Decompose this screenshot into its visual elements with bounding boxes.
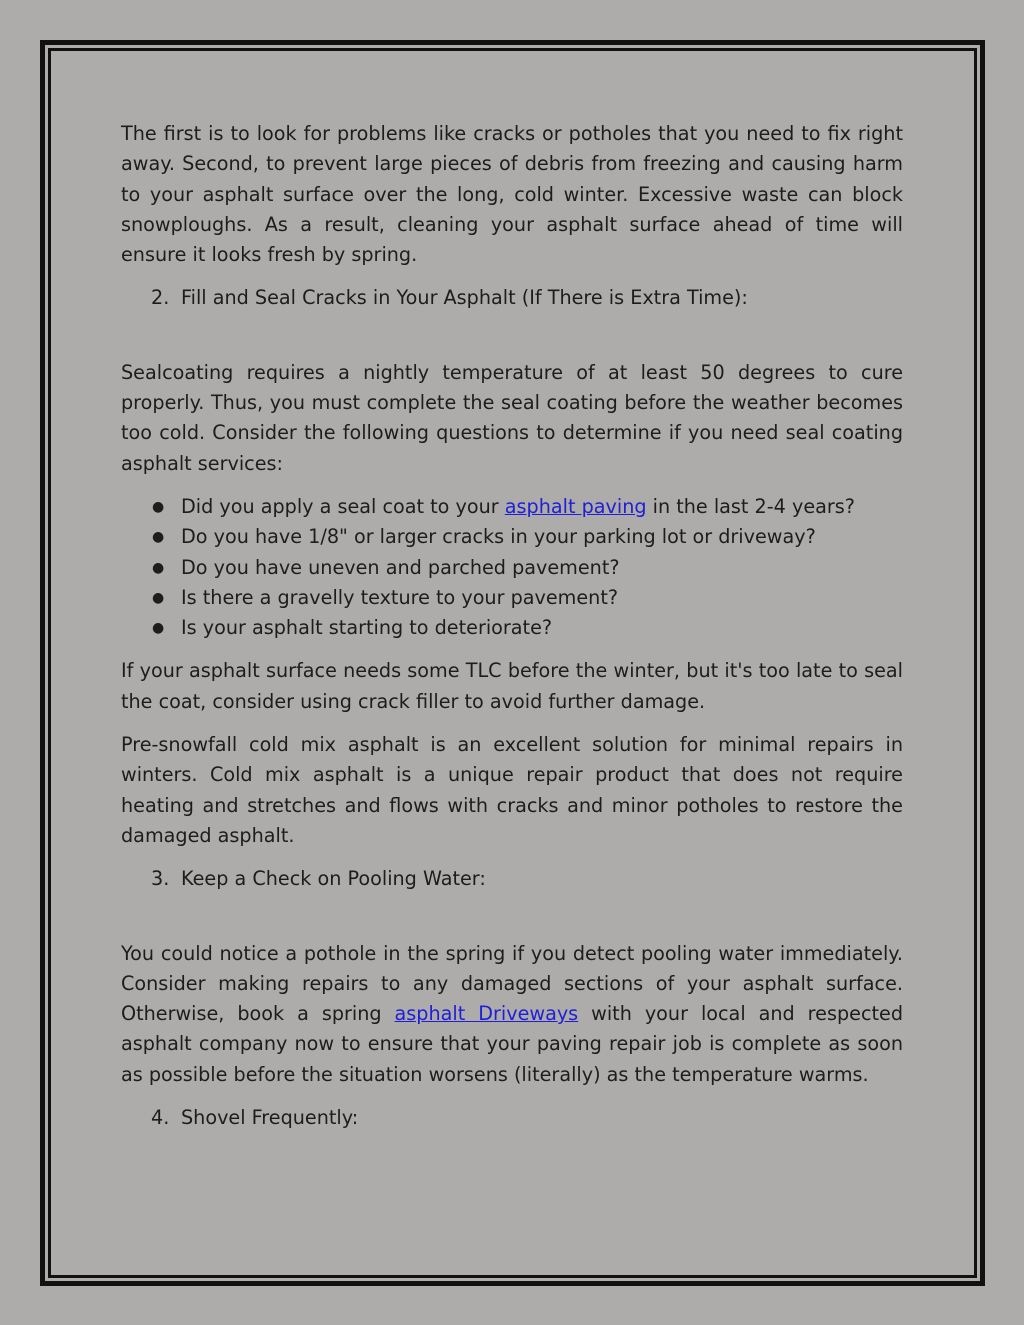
paragraph-pothole — [121, 939, 903, 1090]
list-item — [121, 613, 903, 643]
heading-number: 2. — [151, 286, 170, 310]
list-item-text — [181, 492, 855, 522]
paragraph-text-start: You could notice a pothole in the spring if you detect pooling water immediately. Consider making repairs to any damaged sections of your asphalt surface. Otherwise, book a spring — [121, 941, 903, 1026]
paragraph-crack-filler: If your asphalt surface needs some TLC before the winter, but it's too late to seal the coat, consider using crack filler to avoid further damage. — [121, 659, 903, 713]
paragraph-sealcoating: Sealcoating requires a nightly temperature of at least 50 degrees to cure properly. Thus, you must complete the seal coating before the weather becomes too cold. Consider the following questions to determine if you need seal coating asphalt services: — [121, 360, 903, 475]
heading-pooling-water — [121, 864, 903, 894]
list-item — [121, 522, 903, 552]
paragraph-cold-mix: Pre-snowfall cold mix asphalt is an excellent solution for minimal repairs in winters. Cold mix asphalt is a unique repair product that does not require heating and stretches and flows with cracks and minor potholes to restore the damaged asphalt. — [121, 733, 903, 847]
list-item-text: Is there a gravelly texture to your pavement? — [181, 585, 619, 609]
list-item-text: Do you have uneven and parched pavement? — [181, 555, 620, 579]
heading-number: 3. — [151, 867, 170, 891]
bullet-icon: ● — [152, 498, 165, 515]
heading-fill-seal-cracks — [121, 283, 903, 313]
heading-text: Keep a Check on Pooling Water: — [181, 867, 486, 891]
document-body — [121, 119, 903, 1133]
heading-text: Fill and Seal Cracks in Your Asphalt (If There is Extra Time): — [181, 286, 748, 310]
bullet-icon: ● — [152, 589, 165, 606]
bullet-icon: ● — [152, 559, 165, 576]
bullet-icon: ● — [152, 529, 165, 546]
question-list — [121, 492, 903, 643]
list-item — [121, 553, 903, 583]
asphalt-driveways-link[interactable]: asphalt Driveways — [394, 1002, 579, 1026]
list-item — [121, 492, 903, 522]
list-item-text-end: in the last 2-4 years? — [646, 494, 855, 518]
asphalt-paving-link[interactable]: asphalt paving — [504, 494, 647, 518]
heading-shovel-frequently — [121, 1103, 903, 1133]
list-item-text: Do you have 1/8" or larger cracks in your parking lot or driveway? — [181, 525, 816, 549]
list-item-text: Is your asphalt starting to deteriorate? — [181, 616, 553, 640]
list-item — [121, 583, 903, 613]
paragraph-debris: The first is to look for problems like cracks or potholes that you need to fix right away. Second, to prevent large pieces of debris from freezing and causing harm to your asphalt surface over the long, cold winter. Excessive waste can block snowploughs. As a result, cleaning your asphalt surface ahead of time will ensure it looks fresh by spring. — [121, 122, 903, 267]
heading-number: 4. — [151, 1106, 170, 1130]
heading-text: Shovel Frequently: — [181, 1106, 359, 1130]
paragraph-text-end: with your local and respected asphalt company now to ensure that your paving repair job is complete as soon as possible before the situation worsens (literally) as the temperature warms. — [121, 1002, 903, 1086]
list-item-text-start: Did you apply a seal coat to your — [181, 494, 505, 518]
bullet-icon: ● — [152, 620, 165, 637]
